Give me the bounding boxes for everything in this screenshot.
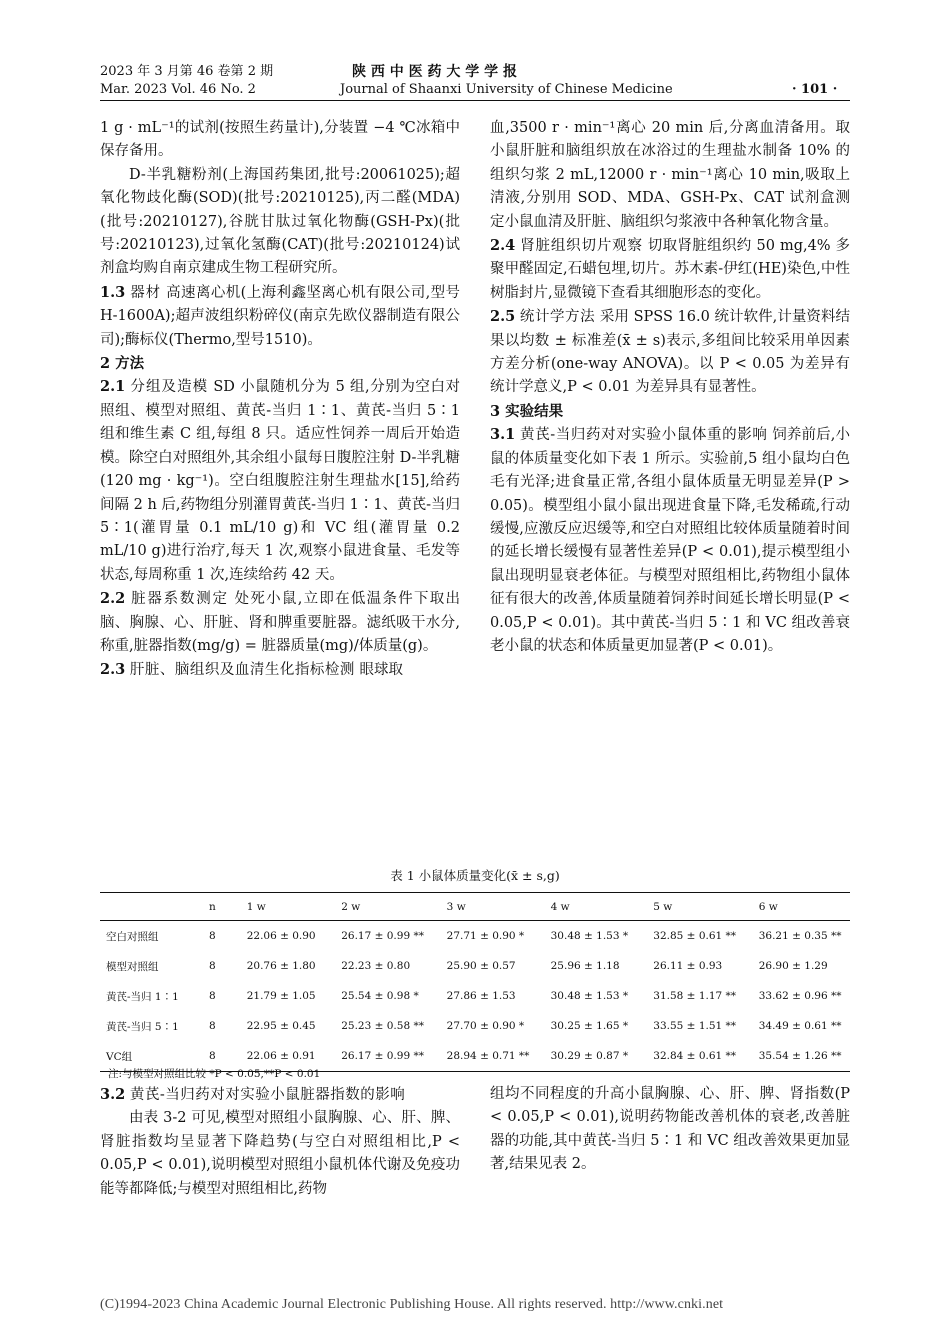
table-row <box>100 981 850 1011</box>
table-row <box>100 921 850 952</box>
table-cell: 8 <box>208 960 216 972</box>
copyright-footer: (C)1994-2023 China Academic Journal Electronic Publishing House. All rights reserved. http://www.cnki.net <box>100 1297 724 1312</box>
table-cell: 25.96 ± 1.18 <box>550 960 620 972</box>
table-cell: 28.94 ± 0.71 ** <box>441 1041 545 1072</box>
group-name-cell: 黄芪-当归 5∶1 <box>106 1020 179 1033</box>
subsection-paragraph <box>100 658 460 682</box>
group-name-cell: 模型对照组 <box>106 960 159 973</box>
subsection-title: 黄芪-当归药对对实验小鼠体重的影响 <box>519 427 768 444</box>
subsection-title: 器材 <box>130 284 162 301</box>
left-column <box>100 117 460 683</box>
subsection-paragraph <box>100 1083 460 1107</box>
group-name-cell: VC组 <box>100 1041 203 1072</box>
table-cell: 35.54 ± 1.26 ** <box>753 1041 850 1072</box>
table-cell: 26.17 ± 0.99 ** <box>341 930 424 942</box>
subsection-number: 2.1 <box>100 378 126 396</box>
table-cell: 22.23 ± 0.80 <box>341 960 411 972</box>
subsection-number: 3.1 <box>490 426 516 444</box>
paragraph-text: 处死小鼠,立即在低温条件下取出脑、胸腺、心、肝脏、肾和脾重要脏器。滤纸吸干水分,称重,脏器指数(mg/g) = 脏器质量(mg)/体质量(g)。 <box>100 591 461 654</box>
table-cell: 8 <box>208 930 216 942</box>
body-paragraph: 1 g · mL⁻¹的试剂(按照生药量计),分装置 −4 ℃冰箱中保存备用。 <box>100 120 460 160</box>
body-paragraph: 血,3500 r · min⁻¹离心 20 min 后,分离血清备用。取小鼠肝脏和脑组织放在冰浴过的生理盐水制备 10% 的组织匀浆 2 mL,12000 r · min⁻¹离心 10 min,吸取上清液,分别用 SOD、MDA、GSH-Px、CAT 试剂盒测定小鼠血清及肝脏、脑组织匀浆液中各种氧化物含量。 <box>490 120 850 230</box>
subsection-title: 脏器系数测定 <box>131 591 229 608</box>
subsection-number: 2.3 <box>100 661 126 679</box>
table-cell: 26.17 ± 0.99 ** <box>335 1041 440 1072</box>
table-cell: 32.84 ± 0.61 ** <box>647 1041 752 1072</box>
paragraph-text: 切取肾脏组织约 50 mg,4% 多聚甲醛固定,石蜡包埋,切片。苏木素-伊红(HE)染色,中性树脂封片,显微镜下查看其细胞形态的变化。 <box>490 238 851 301</box>
table-cell: 8 <box>208 1020 216 1032</box>
table-cell: 22.95 ± 0.45 <box>246 1020 316 1032</box>
subsection-number: 3.2 <box>100 1086 126 1103</box>
page-number: · 101 · <box>792 82 838 97</box>
subsection-number: 2.2 <box>100 590 126 608</box>
table-header-row <box>100 893 850 921</box>
paragraph-text: 眼球取 <box>359 662 403 679</box>
table-row <box>100 1011 850 1041</box>
table-row <box>100 951 850 981</box>
table-cell: 20.76 ± 1.80 <box>246 960 316 972</box>
subsection-number: 1.3 <box>100 283 126 301</box>
table-cell: 36.21 ± 0.35 ** <box>758 930 842 942</box>
table-cell: 26.11 ± 0.93 <box>653 960 723 972</box>
subsection-title: 黄芪-当归药对对实验小鼠脏器指数的影响 <box>129 1087 406 1103</box>
table-caption: 表 1 小鼠体质量变化(x̄ ± s,g) <box>390 868 560 883</box>
lower-left-column <box>100 1083 460 1201</box>
group-name-cell: 黄芪-当归 1∶1 <box>106 990 179 1003</box>
table-cell: 25.23 ± 0.58 ** <box>341 1020 424 1032</box>
table-cell: 8 <box>208 990 216 1002</box>
table-cell: 31.58 ± 1.17 ** <box>653 990 737 1002</box>
paragraph-text: 采用 SPSS 16.0 统计软件,计量资料结果以均数 ± 标准差(x̄ ± s)表示,多组间比较采用单因素方差分析(one-way ANOVA)。以 P < 0.05 为差异有统计学意义,P < 0.01 为差异具有显著性。 <box>490 309 851 396</box>
header-rule <box>100 100 850 101</box>
subsection-title: 分组及造模 <box>130 379 209 396</box>
table-cell: 34.49 ± 0.61 ** <box>758 1020 842 1032</box>
table-cell: 22.06 ± 0.91 <box>241 1041 336 1072</box>
subsection-paragraph <box>490 234 850 305</box>
table-header-cell: 5 w <box>647 893 752 921</box>
subsection-paragraph <box>100 375 460 587</box>
table-header-cell: 2 w <box>335 893 440 921</box>
table-header-cell: 6 w <box>753 893 850 921</box>
journal-title-en: Journal of Shaanxi University of Chinese Medicine <box>340 82 673 97</box>
table-cell: 33.62 ± 0.96 ** <box>758 990 842 1002</box>
section-heading: 2 方法 <box>100 355 145 373</box>
paragraph-text: SD 小鼠随机分为 5 组,分别为空白对照组、模型对照组、黄芪-当归 1∶1、黄芪-当归 5∶1 组和维生素 C 组,每组 8 只。适应性饲养一周后开始造模。除空白对照组外,其余组小鼠每日腹腔注射 D-半乳糖(120 mg · kg⁻¹)。空白组腹腔注射生理盐水[15],给药间隔 2 h 后,药物组分别灌胃黄芪-当归 1∶1、黄芪-当归 5∶1(灌胃量 0.1 mL/10 g)和 VC 组(灌胃量 0.2 mL/10 g)进行治疗,每天 1 次,观察小鼠进食量、毛发等状态,每周称重 1 次,连续给药 42 天。 <box>100 379 461 583</box>
table-header-cell: 1 w <box>241 893 336 921</box>
subsection-title: 肾脏组织切片观察 <box>520 238 643 255</box>
table-cell: 25.54 ± 0.98 * <box>341 990 419 1002</box>
subsection-number: 2.4 <box>490 237 516 255</box>
body-weight-table <box>100 892 850 1072</box>
subsection-number: 2.5 <box>490 308 516 326</box>
subsection-title: 肝脏、脑组织及血清生化指标检测 <box>129 662 355 679</box>
subsection-title: 统计学方法 <box>519 309 596 326</box>
table-cell: 8 <box>203 1041 241 1072</box>
table-cell: 26.90 ± 1.29 <box>758 960 828 972</box>
issue-date-cn: 2023 年 3 月第 46 卷第 2 期 <box>100 64 274 79</box>
body-paragraph: 由表 3-2 可见,模型对照组小鼠胸腺、心、肝、脾、肾脏指数均呈显著下降趋势(与空白对照组相比,P < 0.05,P < 0.01),说明模型对照组小鼠机体代谢及免疫功能等都降低;与模型对照组相比,药物 <box>100 1110 460 1197</box>
table-header-cell: 3 w <box>441 893 545 921</box>
table-header-cell: n <box>203 893 241 921</box>
table-cell: 30.25 ± 1.65 * <box>550 1020 629 1032</box>
table-cell: 30.48 ± 1.53 * <box>550 990 629 1002</box>
group-name-cell: 空白对照组 <box>106 930 159 943</box>
table-cell: 27.86 ± 1.53 <box>446 990 516 1002</box>
paragraph-text: 饲养前后,小鼠的体质量变化如下表 1 所示。实验前,5 组小鼠均白色毛有光泽;进食量正常,各组小鼠体质量无明显差异(P > 0.05)。模型组小鼠小鼠出现进食量下降,毛发稀疏,行动缓慢,应激反应迟缓等,和空白对照组比较体质量随着时间的延长增长缓慢有显著性差异(P < 0.01),提示模型组小鼠出现明显衰老体征。与模型对照组相比,药物组小鼠体征有很大的改善,体质量随着饲养时间延长增长明显(P < 0.05,P < 0.01)。其中黄芪-当归 5∶1 和 VC 组改善衰老小鼠的状态和体质量更加显著(P < 0.01)。 <box>490 427 851 654</box>
subsection-paragraph <box>490 305 850 400</box>
subsection-paragraph <box>100 587 460 658</box>
body-paragraph: D-半乳糖粉剂(上海国药集团,批号:20061025);超氧化物歧化酶(SOD)(批号:20210125),丙二醛(MDA)(批号:20210127),谷胱甘肽过氧化物酶(GSH-Px)(批号:20210123),过氧化氢酶(CAT)(批号:20210124)试剂盒均购自南京建成生物工程研究所。 <box>100 166 460 277</box>
table-cell: 25.90 ± 0.57 <box>446 960 516 972</box>
table-cell: 32.85 ± 0.61 ** <box>653 930 737 942</box>
subsection-paragraph <box>100 281 460 352</box>
section-heading: 3 实验结果 <box>490 402 564 420</box>
body-paragraph: 组均不同程度的升高小鼠胸腺、心、肝、脾、肾指数(P < 0.05,P < 0.01),说明药物能改善机体的衰老,改善脏器的功能,其中黄芪-当归 5∶1 和 VC 组改善效果更加显著,结果见表 2。 <box>490 1086 850 1173</box>
journal-title-cn: 陕 西 中 医 药 大 学 学 报 <box>352 64 517 80</box>
table-header-cell <box>100 893 203 921</box>
subsection-paragraph <box>490 423 850 658</box>
table-cell: 22.06 ± 0.90 <box>246 930 316 942</box>
right-column <box>490 117 850 658</box>
table-cell: 33.55 ± 1.51 ** <box>653 1020 737 1032</box>
paragraph-text: 高速离心机(上海利鑫坚离心机有限公司,型号 H-1600A);超声波组织粉碎仪(南京先欧仪器制造有限公司);酶标仪(Thermo,型号1510)。 <box>100 284 461 348</box>
table-cell: 30.29 ± 0.87 * <box>545 1041 648 1072</box>
table-cell: 27.70 ± 0.90 * <box>446 1020 525 1032</box>
issue-date-en: Mar. 2023 Vol. 46 No. 2 <box>100 82 256 97</box>
table-cell: 30.48 ± 1.53 * <box>550 930 629 942</box>
table-note: 注:与模型对照组比较 *P < 0.05,**P < 0.01 <box>108 1068 321 1080</box>
table-header-cell: 4 w <box>545 893 648 921</box>
table-cell: 27.71 ± 0.90 * <box>446 930 525 942</box>
lower-right-column <box>490 1083 850 1177</box>
table-cell: 21.79 ± 1.05 <box>246 990 316 1002</box>
